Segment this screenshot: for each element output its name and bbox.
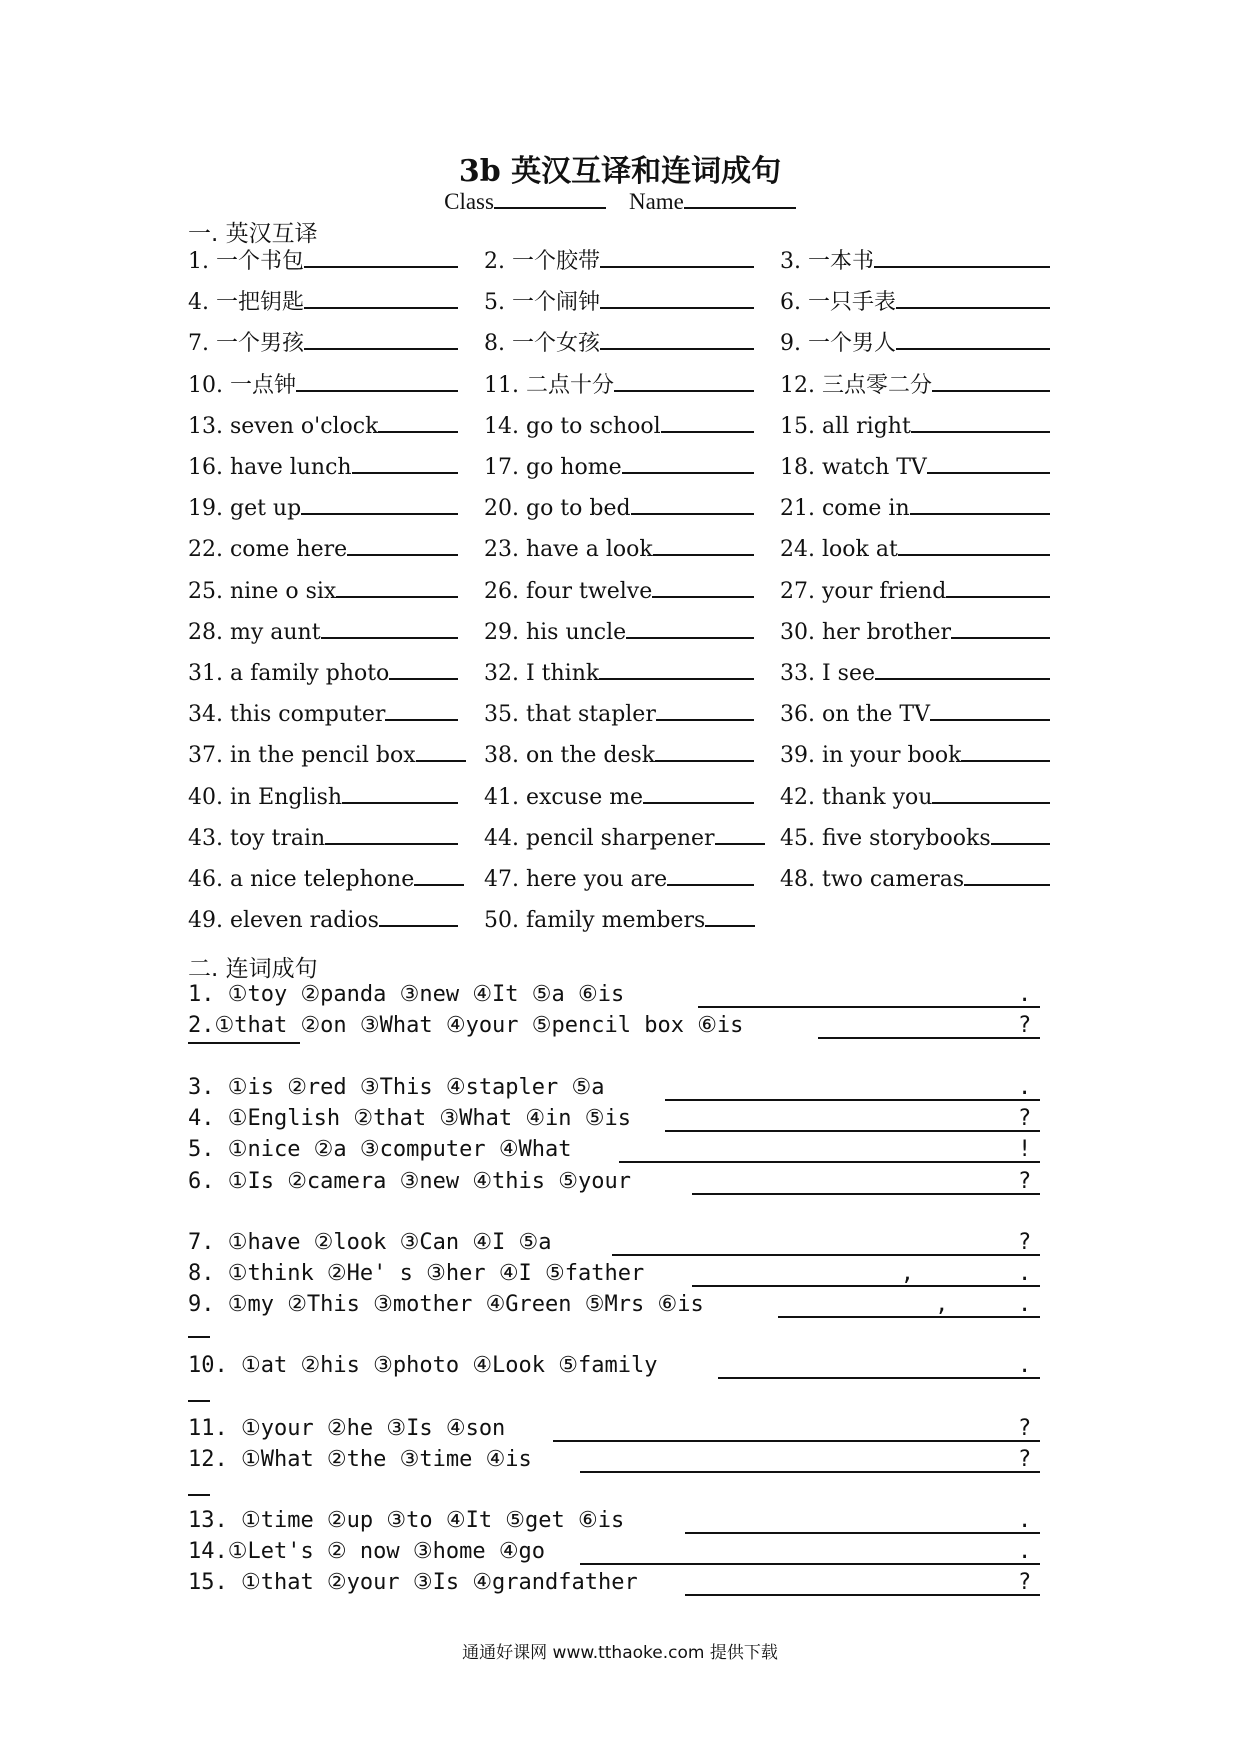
sentence-item: 1. ①toy ②panda ③new ④It ⑤a ⑥is [188, 982, 625, 1007]
vocab-item [188, 491, 458, 521]
vocab-item [484, 615, 754, 645]
answer-blank[interactable] [655, 738, 754, 762]
vocab-item-text: 36. on the TV [780, 702, 930, 728]
answer-blank[interactable] [898, 532, 1050, 556]
answer-blank[interactable] [961, 738, 1050, 762]
answer-blank[interactable] [910, 491, 1050, 515]
name-label: Name [628, 189, 684, 214]
class-name-line [0, 185, 1240, 215]
answer-blank[interactable] [715, 821, 765, 845]
answer-blank[interactable] [304, 285, 458, 309]
vocab-item-text: 26. four twelve [484, 578, 653, 604]
end-punctuation: ? [1018, 1169, 1032, 1194]
answer-blank[interactable] [653, 532, 754, 556]
answer-blank[interactable] [705, 903, 755, 927]
vocab-item-text: 13. seven o'clock [188, 413, 379, 439]
sentence-item: 3. ①is ②red ③This ④stapler ⑤a [188, 1075, 605, 1100]
answer-blank[interactable] [951, 615, 1050, 639]
vocab-item-text: 25. nine o six [188, 578, 337, 604]
vocab-item-text: 50. family members [484, 908, 706, 934]
answer-blank[interactable] [778, 1316, 1040, 1318]
answer-blank[interactable] [342, 780, 458, 804]
vocab-item-text: 31. a family photo [188, 661, 390, 686]
vocab-item-text: 4. 一把钥匙 [188, 290, 304, 316]
answer-blank[interactable] [991, 821, 1050, 845]
vocab-item [780, 697, 1050, 727]
vocab-item-text: 10. 一点钟 [188, 372, 296, 398]
answer-blank[interactable] [685, 1532, 1040, 1534]
section2-title: 二. 连词成句 [188, 956, 318, 982]
answer-blank[interactable] [874, 244, 1050, 268]
vocab-item [484, 532, 754, 562]
answer-blank[interactable] [692, 1285, 1040, 1287]
answer-blank[interactable] [932, 368, 1050, 392]
answer-blank[interactable] [414, 862, 464, 886]
vocab-item-text: 40. in English [188, 784, 343, 810]
vocab-item [780, 574, 1050, 604]
vocab-item-text: 49. eleven radios [188, 908, 379, 934]
vocab-item [188, 862, 464, 892]
answer-blank[interactable] [580, 1563, 1040, 1565]
vocab-item-text: 43. toy train [188, 825, 326, 851]
vocab-item-text: 19. get up [188, 496, 302, 522]
continuation-blank[interactable] [188, 1336, 210, 1338]
answer-blank[interactable] [304, 244, 458, 268]
answer-blank[interactable] [619, 1161, 1040, 1163]
vocab-item [484, 285, 754, 315]
answer-blank[interactable] [614, 368, 754, 392]
vocab-item-text: 8. 一个女孩 [484, 331, 600, 357]
vocab-item [484, 738, 754, 768]
vocab-item-text: 38. on the desk [484, 743, 656, 769]
answer-blank[interactable] [416, 738, 466, 762]
vocab-item [484, 697, 754, 727]
vocab-item [188, 409, 458, 439]
page-title: 3b 英汉互译和连词成句 [458, 154, 782, 189]
vocab-item-text: 27. your friend [780, 578, 947, 604]
answer-blank[interactable] [600, 244, 754, 268]
answer-blank[interactable] [612, 1254, 1040, 1256]
vocab-item [484, 409, 754, 439]
answer-blank[interactable] [553, 1440, 1040, 1442]
vocab-item-text: 2. 一个胶带 [484, 249, 600, 274]
vocab-item [780, 821, 1050, 851]
answer-blank[interactable] [389, 656, 458, 680]
vocab-item-text: 20. go to bed [484, 496, 631, 522]
vocab-item-text: 21. come in [780, 496, 910, 522]
vocab-item-text: 3. 一本书 [780, 249, 874, 274]
vocab-item-text: 7. 一个男孩 [188, 331, 304, 357]
end-punctuation: . [1018, 982, 1032, 1007]
sentence-item: 15. ①that ②your ③Is ④grandfather [188, 1570, 638, 1595]
answer-blank[interactable] [301, 491, 458, 515]
vocab-item [780, 615, 1050, 645]
vocab-item-text: 17. go home [484, 455, 622, 480]
name-blank[interactable] [684, 185, 796, 209]
end-punctuation: ? [1018, 1106, 1032, 1131]
vocab-item-text: 18. watch TV [780, 455, 927, 480]
vocab-item [780, 656, 1050, 686]
continuation-blank[interactable] [188, 1494, 210, 1496]
vocab-item [484, 326, 754, 356]
end-punctuation: ! [1018, 1137, 1032, 1162]
answer-blank[interactable] [656, 697, 754, 721]
end-punctuation: . [1018, 1539, 1032, 1564]
vocab-item [188, 450, 458, 480]
vocab-item [188, 738, 466, 768]
vocab-item [188, 656, 458, 686]
vocab-item [188, 368, 458, 398]
sentence-item: 12. ①What ②the ③time ④is [188, 1447, 532, 1472]
sentence-item: 8. ①think ②He' s ③her ④I ⑤father [188, 1261, 645, 1286]
continuation-blank[interactable] [188, 1400, 210, 1402]
end-punctuation: ? [1018, 1013, 1032, 1038]
answer-blank[interactable] [932, 780, 1050, 804]
vocab-item [780, 368, 1050, 398]
answer-blank[interactable] [685, 1594, 1040, 1596]
answer-blank[interactable] [347, 532, 458, 556]
vocab-item-text: 11. 二点十分 [484, 372, 614, 398]
end-punctuation: . [1018, 1261, 1032, 1286]
vocab-item [780, 532, 1050, 562]
vocab-item-text: 14. go to school [484, 413, 661, 439]
footer: 通通好课网 www.tthaoke.com 提供下载 [462, 1643, 778, 1663]
sentence-item: 7. ①have ②look ③Can ④I ⑤a [188, 1230, 552, 1255]
answer-blank[interactable] [352, 450, 458, 474]
answer-blank[interactable] [665, 1130, 1040, 1132]
vocab-item [484, 862, 754, 892]
comma-mark: , [935, 1292, 949, 1317]
answer-blank[interactable] [304, 326, 458, 350]
vocab-item [484, 450, 754, 480]
answer-blank[interactable] [896, 326, 1050, 350]
vocab-item-text: 34. this computer [188, 702, 386, 728]
sentence-item: 6. ①Is ②camera ③new ④this ⑤your [188, 1169, 631, 1194]
vocab-item-text: 30. her brother [780, 619, 952, 645]
vocab-item [484, 903, 755, 933]
answer-blank[interactable] [385, 697, 458, 721]
vocab-item [484, 574, 754, 604]
vocab-item-text: 46. a nice telephone [188, 867, 415, 892]
vocab-item-text: 5. 一个闹钟 [484, 290, 600, 316]
end-punctuation: ? [1018, 1447, 1032, 1472]
end-punctuation: . [1018, 1075, 1032, 1100]
vocab-item-text: 22. come here [188, 537, 348, 563]
end-punctuation: . [1018, 1353, 1032, 1378]
vocab-item [188, 532, 458, 562]
answer-blank[interactable] [622, 450, 754, 474]
answer-blank[interactable] [927, 450, 1050, 474]
answer-blank[interactable] [875, 656, 1050, 680]
answer-blank[interactable] [818, 1037, 1040, 1039]
sentence-item: 13. ①time ②up ③to ④It ⑤get ⑥is [188, 1508, 625, 1533]
vocab-item-text: 16. have lunch [188, 455, 352, 480]
sentence-item: 9. ①my ②This ③mother ④Green ⑤Mrs ⑥is [188, 1292, 704, 1317]
answer-blank[interactable] [626, 615, 754, 639]
vocab-item-text: 48. two cameras [780, 867, 965, 892]
vocab-item [780, 738, 1050, 768]
vocab-item [484, 780, 754, 810]
vocab-item-text: 45. five storybooks [780, 825, 991, 851]
vocab-item-text: 15. all right [780, 413, 911, 439]
vocab-item-text: 35. that stapler [484, 702, 656, 728]
vocab-item [780, 450, 1050, 480]
answer-blank[interactable] [964, 862, 1050, 886]
vocab-item [780, 409, 1050, 439]
vocab-item [484, 656, 754, 686]
vocab-item [484, 368, 754, 398]
vocab-item-text: 37. in the pencil box [188, 743, 416, 769]
answer-blank[interactable] [930, 697, 1050, 721]
vocab-item [780, 244, 1050, 274]
sentence-item: 5. ①nice ②a ③computer ④What [188, 1137, 572, 1162]
comma-mark: , [900, 1261, 915, 1286]
answer-blank[interactable] [896, 285, 1050, 309]
end-punctuation: ? [1018, 1570, 1032, 1595]
answer-blank[interactable] [643, 780, 754, 804]
vocab-item-text: 41. excuse me [484, 784, 644, 810]
vocab-item-text: 47. here you are [484, 867, 668, 892]
sentence-item: 4. ①English ②that ③What ④in ⑤is [188, 1106, 631, 1131]
vocab-item-text: 24. look at [780, 537, 898, 563]
vocab-item [188, 697, 458, 727]
answer-blank[interactable] [325, 821, 458, 845]
vocab-item-text: 23. have a look [484, 537, 653, 563]
vocab-item-text: 1. 一个书包 [188, 249, 304, 274]
vocab-item [188, 244, 458, 274]
end-punctuation: . [1018, 1508, 1032, 1533]
vocab-item [780, 780, 1050, 810]
vocab-item [188, 574, 458, 604]
sentence-item: 11. ①your ②he ③Is ④son [188, 1416, 506, 1441]
end-punctuation: ? [1018, 1230, 1032, 1255]
sentence-item: 2.①that ②on ③What ④your ⑤pencil box ⑥is [188, 1013, 744, 1038]
answer-blank[interactable] [600, 326, 754, 350]
answer-blank[interactable] [580, 1471, 1040, 1473]
continuation-blank[interactable] [188, 1042, 300, 1044]
vocab-item-text: 28. my aunt [188, 619, 321, 645]
vocab-item [780, 862, 1050, 892]
vocab-item [780, 326, 1050, 356]
vocab-item [188, 821, 458, 851]
section1-title: 一. 英汉互译 [188, 221, 318, 247]
vocab-item-text: 44. pencil sharpener [484, 825, 715, 851]
vocab-item-text: 33. I see [780, 661, 875, 686]
answer-blank[interactable] [718, 1377, 1040, 1379]
sentence-item: 14.①Let's ② now ③home ④go [188, 1539, 546, 1564]
answer-blank[interactable] [652, 574, 754, 598]
answer-blank[interactable] [600, 285, 754, 309]
answer-blank[interactable] [379, 903, 458, 927]
vocab-item [188, 903, 458, 933]
answer-blank[interactable] [911, 409, 1050, 433]
vocab-item-text: 12. 三点零二分 [780, 372, 932, 398]
vocab-item [188, 780, 458, 810]
answer-blank[interactable] [665, 1099, 1040, 1101]
sentence-item: 10. ①at ②his ③photo ④Look ⑤family [188, 1353, 658, 1378]
vocab-item-text: 29. his uncle [484, 619, 627, 645]
vocab-item [484, 244, 754, 274]
answer-blank[interactable] [631, 491, 754, 515]
class-label: Class [444, 189, 494, 214]
vocab-item-text: 32. I think [484, 661, 600, 686]
answer-blank[interactable] [692, 1193, 1040, 1195]
answer-blank[interactable] [378, 409, 458, 433]
end-punctuation: ? [1018, 1416, 1032, 1441]
vocab-item-text: 39. in your book [780, 743, 962, 769]
class-blank[interactable] [494, 185, 606, 209]
answer-blank[interactable] [336, 574, 458, 598]
vocab-item-text: 9. 一个男人 [780, 331, 896, 357]
vocab-item [780, 285, 1050, 315]
vocab-item-text: 42. thank you [780, 784, 933, 810]
answer-blank[interactable] [661, 409, 754, 433]
answer-blank[interactable] [321, 615, 458, 639]
answer-blank[interactable] [667, 862, 754, 886]
vocab-item [188, 285, 458, 315]
answer-blank[interactable] [296, 368, 458, 392]
vocab-item [188, 326, 458, 356]
vocab-item [188, 615, 458, 645]
vocab-item [780, 491, 1050, 521]
vocab-item [484, 821, 765, 851]
answer-blank[interactable] [698, 1006, 1040, 1008]
vocab-item-text: 6. 一只手表 [780, 290, 896, 316]
answer-blank[interactable] [946, 574, 1050, 598]
end-punctuation: . [1018, 1292, 1032, 1317]
vocab-item [484, 491, 754, 521]
answer-blank[interactable] [599, 656, 754, 680]
